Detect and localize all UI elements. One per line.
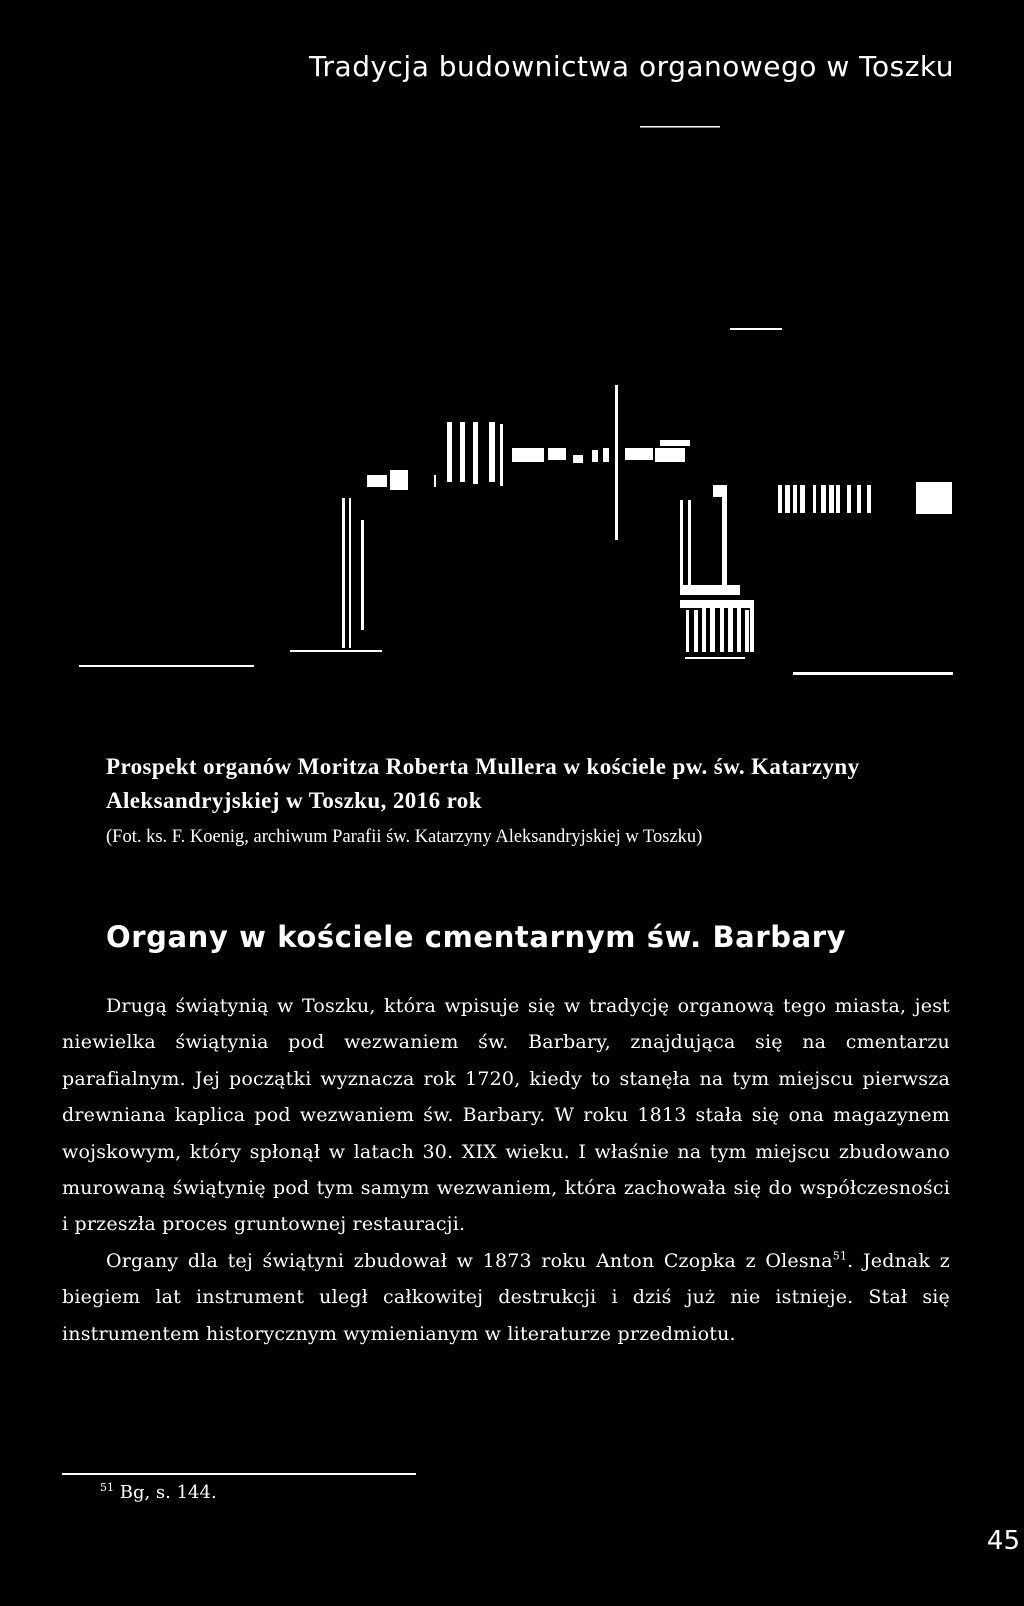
body-text — [62, 988, 950, 1352]
footnote — [100, 1482, 217, 1503]
photo-caption — [106, 750, 946, 852]
caption-credit: (Fot. ks. F. Koenig, archiwum Parafii św. Katarzyny Aleksandryjskiej w Toszku) — [106, 827, 703, 847]
paragraph-1: Drugą świątynią w Toszku, która wpisuje się w tradycję organową tego miasta, jest niewielka świątynia pod wezwaniem św. Barbary, znajdująca się na cmentarzu parafialnym. Jej początki wyznacza rok 1720, kiedy to stanęła na tym miejscu pierwsza drewniana kaplica pod wezwaniem św. Barbary. W roku 1813 stała się ona magazynem wojskowym, który spłonął w latach 30. XIX wieku. I właśnie na tym miejscu zbudowano murowaną świątynię pod tym samym wezwaniem, która zachowała się do współczesności i przeszła proces gruntownej restauracji. — [62, 995, 950, 1236]
paragraph-2-text-after: . Jednak z biegiem lat instrument uległ całkowitej destrukcji i dziś już nie istnieje. Stał się instrumentem historycznym wymienianym w literaturze przedmiotu. — [62, 1249, 951, 1345]
footnote-number: 51 — [100, 1481, 114, 1494]
paragraph-2-text-before: Organy dla tej świątyni zbudował w 1873 roku Anton Czopka z Olesna — [106, 1249, 833, 1272]
organ-prospect-photo — [0, 100, 1024, 700]
section-heading: Organy w kościele cmentarnym św. Barbary — [106, 920, 847, 954]
page-number: 45 — [986, 1526, 1020, 1556]
running-head: Tradycja budownictwa organowego w Toszku — [309, 50, 954, 83]
footnote-reference: 51 — [832, 1249, 848, 1263]
caption-title: Prospekt organów Moritza Roberta Mullera w kościele pw. św. Katarzyny Aleksandryjskiej w Toszku, 2016 rok — [106, 754, 860, 813]
footnote-divider — [62, 1473, 416, 1475]
footnote-text: Bg, s. 144. — [119, 1482, 217, 1503]
paragraph-2 — [62, 1243, 950, 1352]
